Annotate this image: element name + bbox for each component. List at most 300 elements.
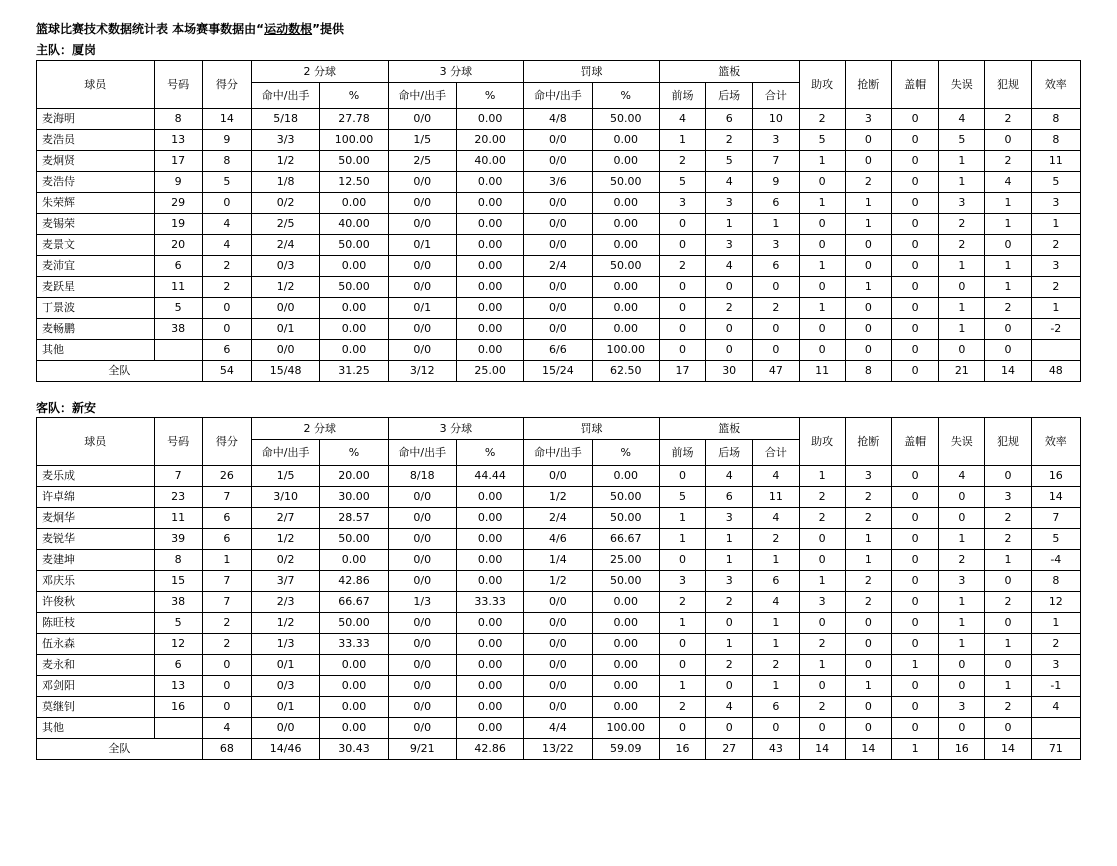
cell-two-pt-made: 1/3: [251, 634, 319, 655]
cell-steals: 1: [845, 676, 891, 697]
subheader-percent: %: [320, 440, 388, 466]
cell-two-pt-made: 0/0: [251, 298, 319, 319]
cell-def-reb: 0: [706, 676, 753, 697]
table-row: [37, 634, 1081, 655]
cell-total-total-reb: 47: [753, 361, 799, 382]
cell-ft-pct: 0.00: [592, 319, 659, 340]
cell-assists: 0: [799, 277, 845, 298]
cell-fouls: 1: [985, 193, 1031, 214]
subheader-made-attempts: 命中/出手: [388, 83, 456, 109]
cell-turnovers: 5: [939, 130, 985, 151]
cell-three-pt-pct: 0.00: [456, 655, 523, 676]
cell-blocks: 0: [891, 172, 938, 193]
cell-efficiency: -4: [1031, 550, 1080, 571]
cell-ft-pct: 0.00: [592, 235, 659, 256]
cell-assists: 2: [799, 634, 845, 655]
cell-steals: 1: [845, 529, 891, 550]
cell-efficiency: 16: [1031, 466, 1080, 487]
cell-assists: 2: [799, 109, 845, 130]
cell-turnovers: 3: [939, 571, 985, 592]
cell-ft-made: 2/4: [524, 508, 592, 529]
cell-three-pt-pct: 0.00: [456, 256, 523, 277]
cell-number: 13: [154, 676, 202, 697]
cell-efficiency: 8: [1031, 130, 1080, 151]
cell-blocks: 0: [891, 634, 938, 655]
cell-off-reb: 4: [659, 109, 705, 130]
cell-blocks: 0: [891, 592, 938, 613]
cell-off-reb: 0: [659, 550, 705, 571]
cell-assists: 3: [799, 592, 845, 613]
cell-ft-made: 0/0: [524, 676, 592, 697]
cell-def-reb: 2: [706, 298, 753, 319]
cell-turnovers: 1: [939, 256, 985, 277]
cell-points: 7: [202, 592, 251, 613]
cell-turnovers: 4: [939, 109, 985, 130]
cell-points: 4: [202, 718, 251, 739]
cell-ft-pct: 66.67: [592, 529, 659, 550]
cell-off-reb: 2: [659, 256, 705, 277]
cell-points: 26: [202, 466, 251, 487]
cell-total-reb: 1: [753, 613, 799, 634]
cell-player: 莫继钊: [37, 697, 155, 718]
cell-total-reb: 4: [753, 466, 799, 487]
cell-steals: 0: [845, 340, 891, 361]
cell-two-pt-made: 1/2: [251, 151, 319, 172]
data-provider-link[interactable]: 运动数根: [264, 22, 313, 36]
cell-three-pt-made: 0/0: [388, 277, 456, 298]
cell-ft-pct: 100.00: [592, 718, 659, 739]
cell-total-reb: 6: [753, 571, 799, 592]
cell-total-two-pt-made: 14/46: [251, 739, 319, 760]
header-blocks: 盖帽: [891, 61, 938, 109]
cell-def-reb: 3: [706, 193, 753, 214]
cell-two-pt-made: 1/5: [251, 466, 319, 487]
cell-fouls: 2: [985, 151, 1031, 172]
cell-number: 5: [154, 298, 202, 319]
cell-three-pt-made: 0/0: [388, 508, 456, 529]
cell-def-reb: 1: [706, 529, 753, 550]
cell-ft-made: 0/0: [524, 613, 592, 634]
cell-two-pt-pct: 50.00: [320, 529, 388, 550]
cell-points: 2: [202, 277, 251, 298]
cell-steals: 0: [845, 319, 891, 340]
cell-three-pt-made: 0/1: [388, 298, 456, 319]
cell-two-pt-made: 2/5: [251, 214, 319, 235]
cell-number: 23: [154, 487, 202, 508]
cell-team-total-label: 全队: [37, 361, 203, 382]
cell-off-reb: 0: [659, 319, 705, 340]
away-team-label: 客队：新安: [36, 401, 97, 415]
cell-steals: 3: [845, 109, 891, 130]
cell-total-ft-made: 15/24: [524, 361, 592, 382]
cell-blocks: 0: [891, 151, 938, 172]
cell-total-reb: 1: [753, 676, 799, 697]
cell-ft-made: 0/0: [524, 130, 592, 151]
cell-assists: 1: [799, 655, 845, 676]
cell-points: 2: [202, 613, 251, 634]
cell-three-pt-pct: 0.00: [456, 508, 523, 529]
table-row: [37, 151, 1081, 172]
cell-three-pt-made: 1/5: [388, 130, 456, 151]
cell-total-reb: 1: [753, 634, 799, 655]
table-row: [37, 529, 1081, 550]
cell-steals: 0: [845, 130, 891, 151]
cell-assists: 5: [799, 130, 845, 151]
cell-number: 11: [154, 508, 202, 529]
cell-total-def-reb: 30: [706, 361, 753, 382]
cell-three-pt-pct: 0.00: [456, 613, 523, 634]
cell-ft-made: 1/2: [524, 487, 592, 508]
cell-steals: 0: [845, 235, 891, 256]
cell-total-reb: 11: [753, 487, 799, 508]
cell-total-reb: 2: [753, 655, 799, 676]
cell-ft-made: 3/6: [524, 172, 592, 193]
cell-fouls: 2: [985, 298, 1031, 319]
cell-turnovers: 4: [939, 466, 985, 487]
cell-three-pt-pct: 0.00: [456, 214, 523, 235]
cell-player: 麦畅鹏: [37, 319, 155, 340]
cell-steals: 0: [845, 697, 891, 718]
cell-blocks: 0: [891, 298, 938, 319]
cell-two-pt-pct: 50.00: [320, 277, 388, 298]
cell-def-reb: 2: [706, 655, 753, 676]
cell-steals: 2: [845, 592, 891, 613]
header-rebounds: 篮板: [659, 418, 799, 440]
cell-ft-made: 0/0: [524, 151, 592, 172]
cell-efficiency: 1: [1031, 298, 1080, 319]
table-row: [37, 340, 1081, 361]
subheader-defensive: 后场: [706, 83, 753, 109]
header-free-throw: 罚球: [524, 418, 660, 440]
cell-efficiency: [1031, 718, 1080, 739]
cell-efficiency: 1: [1031, 214, 1080, 235]
header-points: 得分: [202, 418, 251, 466]
cell-assists: 0: [799, 319, 845, 340]
cell-total-reb: 3: [753, 130, 799, 151]
table-row: [37, 277, 1081, 298]
cell-two-pt-made: 5/18: [251, 109, 319, 130]
header-turnovers: 失误: [939, 418, 985, 466]
cell-fouls: 0: [985, 340, 1031, 361]
cell-player: 陈旺枝: [37, 613, 155, 634]
cell-number: 13: [154, 130, 202, 151]
cell-def-reb: 4: [706, 256, 753, 277]
cell-assists: 0: [799, 214, 845, 235]
cell-three-pt-made: 8/18: [388, 466, 456, 487]
cell-points: 0: [202, 319, 251, 340]
header-number: 号码: [154, 418, 202, 466]
cell-assists: 0: [799, 676, 845, 697]
cell-total-reb: 0: [753, 340, 799, 361]
cell-total-reb: 3: [753, 235, 799, 256]
cell-points: 7: [202, 487, 251, 508]
cell-three-pt-pct: 0.00: [456, 172, 523, 193]
cell-total-points: 68: [202, 739, 251, 760]
table-row: [37, 571, 1081, 592]
cell-turnovers: 1: [939, 613, 985, 634]
cell-three-pt-pct: 0.00: [456, 676, 523, 697]
home-stats-table: [36, 60, 1081, 382]
cell-player: 其他: [37, 340, 155, 361]
page-title: [36, 20, 344, 37]
cell-def-reb: 1: [706, 550, 753, 571]
header-efficiency: 效率: [1031, 418, 1080, 466]
cell-off-reb: 1: [659, 676, 705, 697]
cell-ft-made: 0/0: [524, 466, 592, 487]
cell-off-reb: 0: [659, 340, 705, 361]
cell-total-efficiency: 71: [1031, 739, 1080, 760]
cell-total-reb: 0: [753, 319, 799, 340]
cell-efficiency: 2: [1031, 235, 1080, 256]
cell-efficiency: 5: [1031, 529, 1080, 550]
cell-off-reb: 0: [659, 655, 705, 676]
cell-two-pt-pct: 100.00: [320, 130, 388, 151]
cell-two-pt-made: 1/2: [251, 277, 319, 298]
cell-ft-made: 0/0: [524, 298, 592, 319]
cell-two-pt-pct: 28.57: [320, 508, 388, 529]
cell-number: 38: [154, 319, 202, 340]
cell-turnovers: 0: [939, 340, 985, 361]
cell-turnovers: 3: [939, 193, 985, 214]
cell-three-pt-pct: 0.00: [456, 319, 523, 340]
cell-two-pt-pct: 50.00: [320, 151, 388, 172]
cell-total-ft-pct: 59.09: [592, 739, 659, 760]
cell-player: 丁景波: [37, 298, 155, 319]
cell-def-reb: 3: [706, 571, 753, 592]
cell-total-two-pt-pct: 30.43: [320, 739, 388, 760]
cell-total-fouls: 14: [985, 739, 1031, 760]
cell-def-reb: 4: [706, 466, 753, 487]
cell-total-reb: 0: [753, 277, 799, 298]
cell-two-pt-made: 3/3: [251, 130, 319, 151]
cell-points: 1: [202, 550, 251, 571]
cell-two-pt-made: 0/3: [251, 676, 319, 697]
cell-ft-pct: 0.00: [592, 151, 659, 172]
header-fouls: 犯规: [985, 418, 1031, 466]
cell-assists: 1: [799, 151, 845, 172]
cell-three-pt-pct: 33.33: [456, 592, 523, 613]
cell-player: 麦乐成: [37, 466, 155, 487]
cell-fouls: 1: [985, 676, 1031, 697]
cell-blocks: 0: [891, 256, 938, 277]
title-prefix: 篮球比赛技术数据统计表 本场赛事数据由“: [36, 22, 265, 36]
cell-total-reb: 2: [753, 298, 799, 319]
cell-points: 14: [202, 109, 251, 130]
cell-number: 7: [154, 466, 202, 487]
cell-def-reb: 0: [706, 613, 753, 634]
cell-two-pt-pct: 42.86: [320, 571, 388, 592]
cell-points: 9: [202, 130, 251, 151]
cell-total-points: 54: [202, 361, 251, 382]
cell-off-reb: 5: [659, 487, 705, 508]
cell-total-assists: 14: [799, 739, 845, 760]
cell-number: 5: [154, 613, 202, 634]
cell-three-pt-pct: 0.00: [456, 193, 523, 214]
cell-three-pt-made: 0/0: [388, 340, 456, 361]
cell-turnovers: 0: [939, 277, 985, 298]
cell-turnovers: 0: [939, 718, 985, 739]
cell-player: 伍永森: [37, 634, 155, 655]
cell-total-reb: 6: [753, 697, 799, 718]
cell-blocks: 0: [891, 340, 938, 361]
cell-three-pt-made: 0/0: [388, 214, 456, 235]
cell-ft-pct: 0.00: [592, 592, 659, 613]
header-steals: 抢断: [845, 61, 891, 109]
cell-turnovers: 1: [939, 634, 985, 655]
cell-three-pt-made: 1/3: [388, 592, 456, 613]
cell-efficiency: 1: [1031, 613, 1080, 634]
cell-total-steals: 8: [845, 361, 891, 382]
cell-blocks: 1: [891, 655, 938, 676]
cell-assists: 2: [799, 487, 845, 508]
cell-two-pt-made: 2/3: [251, 592, 319, 613]
cell-two-pt-pct: 30.00: [320, 487, 388, 508]
cell-steals: 0: [845, 718, 891, 739]
cell-two-pt-made: 2/7: [251, 508, 319, 529]
cell-off-reb: 0: [659, 214, 705, 235]
cell-def-reb: 5: [706, 151, 753, 172]
cell-ft-pct: 50.00: [592, 109, 659, 130]
cell-two-pt-pct: 0.00: [320, 697, 388, 718]
table-row: [37, 676, 1081, 697]
cell-three-pt-pct: 0.00: [456, 235, 523, 256]
table-row: [37, 109, 1081, 130]
cell-two-pt-made: 2/4: [251, 235, 319, 256]
cell-assists: 2: [799, 697, 845, 718]
table-row: [37, 655, 1081, 676]
cell-two-pt-made: 0/2: [251, 550, 319, 571]
cell-team-total-label: 全队: [37, 739, 203, 760]
cell-def-reb: 6: [706, 487, 753, 508]
cell-number: 6: [154, 655, 202, 676]
cell-total-blocks: 0: [891, 361, 938, 382]
cell-off-reb: 1: [659, 529, 705, 550]
cell-number: 38: [154, 592, 202, 613]
cell-number: [154, 718, 202, 739]
header-points: 得分: [202, 61, 251, 109]
table-row: [37, 697, 1081, 718]
header-assists: 助攻: [799, 61, 845, 109]
cell-total-reb: 9: [753, 172, 799, 193]
cell-number: 9: [154, 172, 202, 193]
cell-fouls: 0: [985, 130, 1031, 151]
cell-total-reb: 10: [753, 109, 799, 130]
cell-two-pt-pct: 0.00: [320, 256, 388, 277]
cell-total-blocks: 1: [891, 739, 938, 760]
cell-two-pt-pct: 0.00: [320, 340, 388, 361]
cell-three-pt-made: 0/0: [388, 571, 456, 592]
header-free-throw: 罚球: [524, 61, 660, 83]
cell-fouls: 1: [985, 550, 1031, 571]
cell-efficiency: 11: [1031, 151, 1080, 172]
cell-points: 2: [202, 634, 251, 655]
cell-efficiency: 3: [1031, 193, 1080, 214]
cell-def-reb: 0: [706, 277, 753, 298]
cell-fouls: 0: [985, 466, 1031, 487]
cell-assists: 1: [799, 298, 845, 319]
cell-three-pt-made: 0/0: [388, 319, 456, 340]
cell-ft-pct: 50.00: [592, 571, 659, 592]
cell-number: 8: [154, 109, 202, 130]
cell-ft-pct: 0.00: [592, 466, 659, 487]
cell-off-reb: 0: [659, 466, 705, 487]
cell-two-pt-made: 0/1: [251, 655, 319, 676]
cell-turnovers: 0: [939, 508, 985, 529]
table-row: [37, 592, 1081, 613]
cell-off-reb: 3: [659, 571, 705, 592]
cell-assists: 0: [799, 172, 845, 193]
cell-efficiency: [1031, 340, 1080, 361]
cell-three-pt-made: 0/0: [388, 676, 456, 697]
cell-steals: 1: [845, 277, 891, 298]
cell-def-reb: 0: [706, 340, 753, 361]
cell-ft-pct: 0.00: [592, 193, 659, 214]
cell-three-pt-made: 0/1: [388, 235, 456, 256]
subheader-made-attempts: 命中/出手: [251, 440, 319, 466]
cell-fouls: 3: [985, 487, 1031, 508]
cell-steals: 0: [845, 613, 891, 634]
cell-three-pt-pct: 40.00: [456, 151, 523, 172]
subheader-offensive: 前场: [659, 440, 705, 466]
cell-number: 39: [154, 529, 202, 550]
cell-off-reb: 2: [659, 697, 705, 718]
cell-ft-pct: 50.00: [592, 487, 659, 508]
cell-off-reb: 0: [659, 718, 705, 739]
cell-blocks: 0: [891, 676, 938, 697]
cell-number: 29: [154, 193, 202, 214]
cell-points: 2: [202, 256, 251, 277]
cell-ft-pct: 0.00: [592, 130, 659, 151]
cell-total-reb: 2: [753, 529, 799, 550]
cell-def-reb: 2: [706, 592, 753, 613]
cell-ft-made: 2/4: [524, 256, 592, 277]
cell-three-pt-pct: 0.00: [456, 277, 523, 298]
cell-ft-pct: 0.00: [592, 697, 659, 718]
cell-def-reb: 6: [706, 109, 753, 130]
cell-points: 0: [202, 193, 251, 214]
cell-fouls: 0: [985, 319, 1031, 340]
cell-three-pt-made: 0/0: [388, 697, 456, 718]
away-stats-table: [36, 417, 1081, 760]
cell-ft-pct: 50.00: [592, 256, 659, 277]
subheader-defensive: 后场: [706, 440, 753, 466]
cell-player: 其他: [37, 718, 155, 739]
cell-two-pt-pct: 20.00: [320, 466, 388, 487]
cell-def-reb: 1: [706, 214, 753, 235]
cell-blocks: 0: [891, 319, 938, 340]
header-turnovers: 失误: [939, 61, 985, 109]
subheader-percent: %: [456, 440, 523, 466]
cell-ft-pct: 50.00: [592, 508, 659, 529]
team-total-row: [37, 361, 1081, 382]
cell-number: 19: [154, 214, 202, 235]
cell-total-three-pt-pct: 42.86: [456, 739, 523, 760]
cell-three-pt-pct: 44.44: [456, 466, 523, 487]
cell-off-reb: 0: [659, 277, 705, 298]
cell-ft-made: 0/0: [524, 193, 592, 214]
cell-steals: 1: [845, 193, 891, 214]
cell-steals: 0: [845, 298, 891, 319]
subheader-made-attempts: 命中/出手: [524, 440, 592, 466]
cell-off-reb: 1: [659, 130, 705, 151]
cell-fouls: 2: [985, 697, 1031, 718]
cell-points: 0: [202, 697, 251, 718]
cell-assists: 1: [799, 256, 845, 277]
cell-number: 12: [154, 634, 202, 655]
cell-total-ft-pct: 62.50: [592, 361, 659, 382]
cell-def-reb: 3: [706, 508, 753, 529]
cell-assists: 0: [799, 340, 845, 361]
